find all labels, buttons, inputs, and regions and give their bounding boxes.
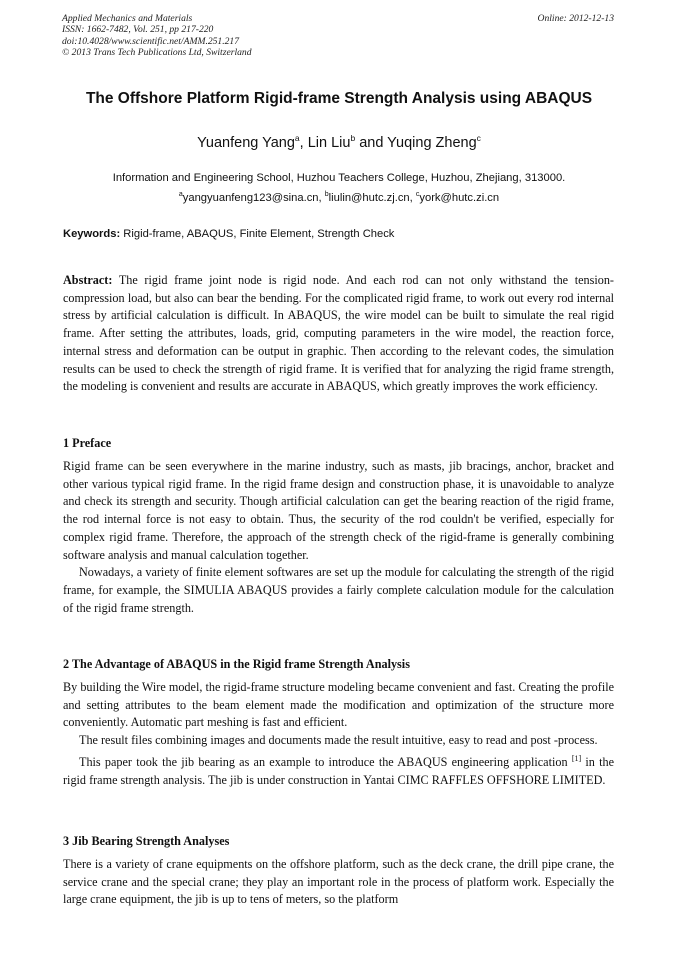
paragraph: There is a variety of crane equipments on the offshore platform, such as the deck crane, the drill pipe crane, the service crane and the special crane; they play an important role in the process of platform work. Especially the large crane equipment, the jib is up to tens of meters, so the platform (63, 857, 614, 907)
email-address: york@hutc.zi.cn (419, 192, 500, 204)
email-line (0, 191, 678, 204)
author-line (0, 133, 678, 151)
section-body (63, 679, 614, 789)
copyright-line: © 2013 Trans Tech Publications Ltd, Switzerland (62, 47, 252, 59)
author-name: Lin Liu (307, 135, 351, 151)
author-separator: , (299, 135, 308, 151)
doi-line: doi:10.4028/www.scientific.net/AMM.251.217 (62, 35, 240, 47)
section-heading: 2 The Advantage of ABAQUS in the Rigid frame Strength Analysis (63, 657, 410, 671)
author-mark: c (476, 133, 481, 143)
online-date: Online: 2012-12-13 (537, 13, 614, 24)
author-mark: a (294, 133, 300, 143)
section-body (63, 856, 614, 909)
paragraph-text: in the rigid frame strength analysis. The jib is under construction in Yantai CIMC RAFFLES OFFSHORE LIMITED. (63, 754, 614, 787)
paragraph-text: This paper took the jib bearing as an example to introduce the ABAQUS engineering application (79, 754, 572, 769)
journal-name: Applied Mechanics and Materials (62, 13, 193, 24)
author-mark: b (350, 133, 356, 143)
keywords-text: Rigid-frame, ABAQUS, Finite Element, Strength Check (120, 228, 395, 240)
email-mark: b (324, 191, 329, 198)
keywords (63, 228, 615, 240)
author-separator: and (355, 135, 388, 151)
section-heading: 3 Jib Bearing Strength Analyses (63, 834, 230, 848)
paper-title: The Offshore Platform Rigid-frame Strength Analysis using ABAQUS (85, 90, 593, 107)
paragraph: Nowadays, a variety of finite element softwares are set up the module for calculating the strength of the rigid frame, for example, the SIMULIA ABAQUS provides a fairly complete calculation module for the calculation of the rigid frame strength. (63, 565, 614, 615)
journal-header (62, 13, 422, 59)
abstract-label: Abstract: (63, 273, 113, 287)
paragraph: Rigid frame can be seen everywhere in the marine industry, such as masts, jib bracings, anchor, bracket and other various typical rigid frame. In the rigid frame design and construction phase, it is unavoidable to analyze and check its strength and security. Though artificial calculation can get the bearing reaction of the rigid frame, the rod internal force is not easy to obtain. Thus, the security of the rod couldn't be verified, especially for complex rigid frame. Therefore, the approach of the strength check of the rigid-frame is generally combining software analysis and manual calculation together. (63, 459, 614, 562)
paragraph (63, 750, 614, 789)
email-mark: a (178, 191, 183, 198)
citation-ref[interactable]: [1] (571, 753, 582, 763)
author-name: Yuqing Zheng (387, 135, 477, 151)
email-mark: c (415, 191, 420, 198)
email-address: yangyuanfeng123@sina.cn, (182, 192, 325, 204)
abstract-text: The rigid frame joint node is rigid node. And each rod can not only withstand the tension- compression load, but also can bear the bending. For the complicated rigid frame, to work out every rod internal stress by artificial calculation is difficult. In ABAQUS, the wire model can be built to simulate the real rigid frame. After setting the attributes, loads, grid, computing parameters in the wire model, the reaction force, internal stress and deformation can be output in graphic. Then according to the relevant codes, the simulation results can be used to check the strength of rigid frame. It is verified that for analyzing the rigid frame strength, the modeling is convenient and results are accurate in ABAQUS, which greatly improves the work efficiency. (63, 273, 614, 394)
email-address: liulin@hutc.zj.cn, (328, 192, 416, 204)
affiliation: Information and Engineering School, Huzhou Teachers College, Huzhou, Zhejiang, 313000. (112, 172, 566, 184)
issn-line: ISSN: 1662-7482, Vol. 251, pp 217-220 (62, 24, 214, 36)
abstract (63, 272, 614, 396)
section-heading: 1 Preface (63, 436, 112, 450)
paragraph: The result files combining images and documents made the result intuitive, easy to read and post -process. (79, 733, 598, 748)
section-body (63, 458, 614, 617)
author-name: Yuanfeng Yang (197, 135, 295, 151)
paragraph: By building the Wire model, the rigid-frame structure modeling became convenient and fast. Creating the profile and setting attributes to the beam element made the modification and optimization of the structure more conveniently. Automatic part meshing is fast and efficient. (63, 680, 614, 730)
keywords-label: Keywords: (63, 228, 121, 240)
